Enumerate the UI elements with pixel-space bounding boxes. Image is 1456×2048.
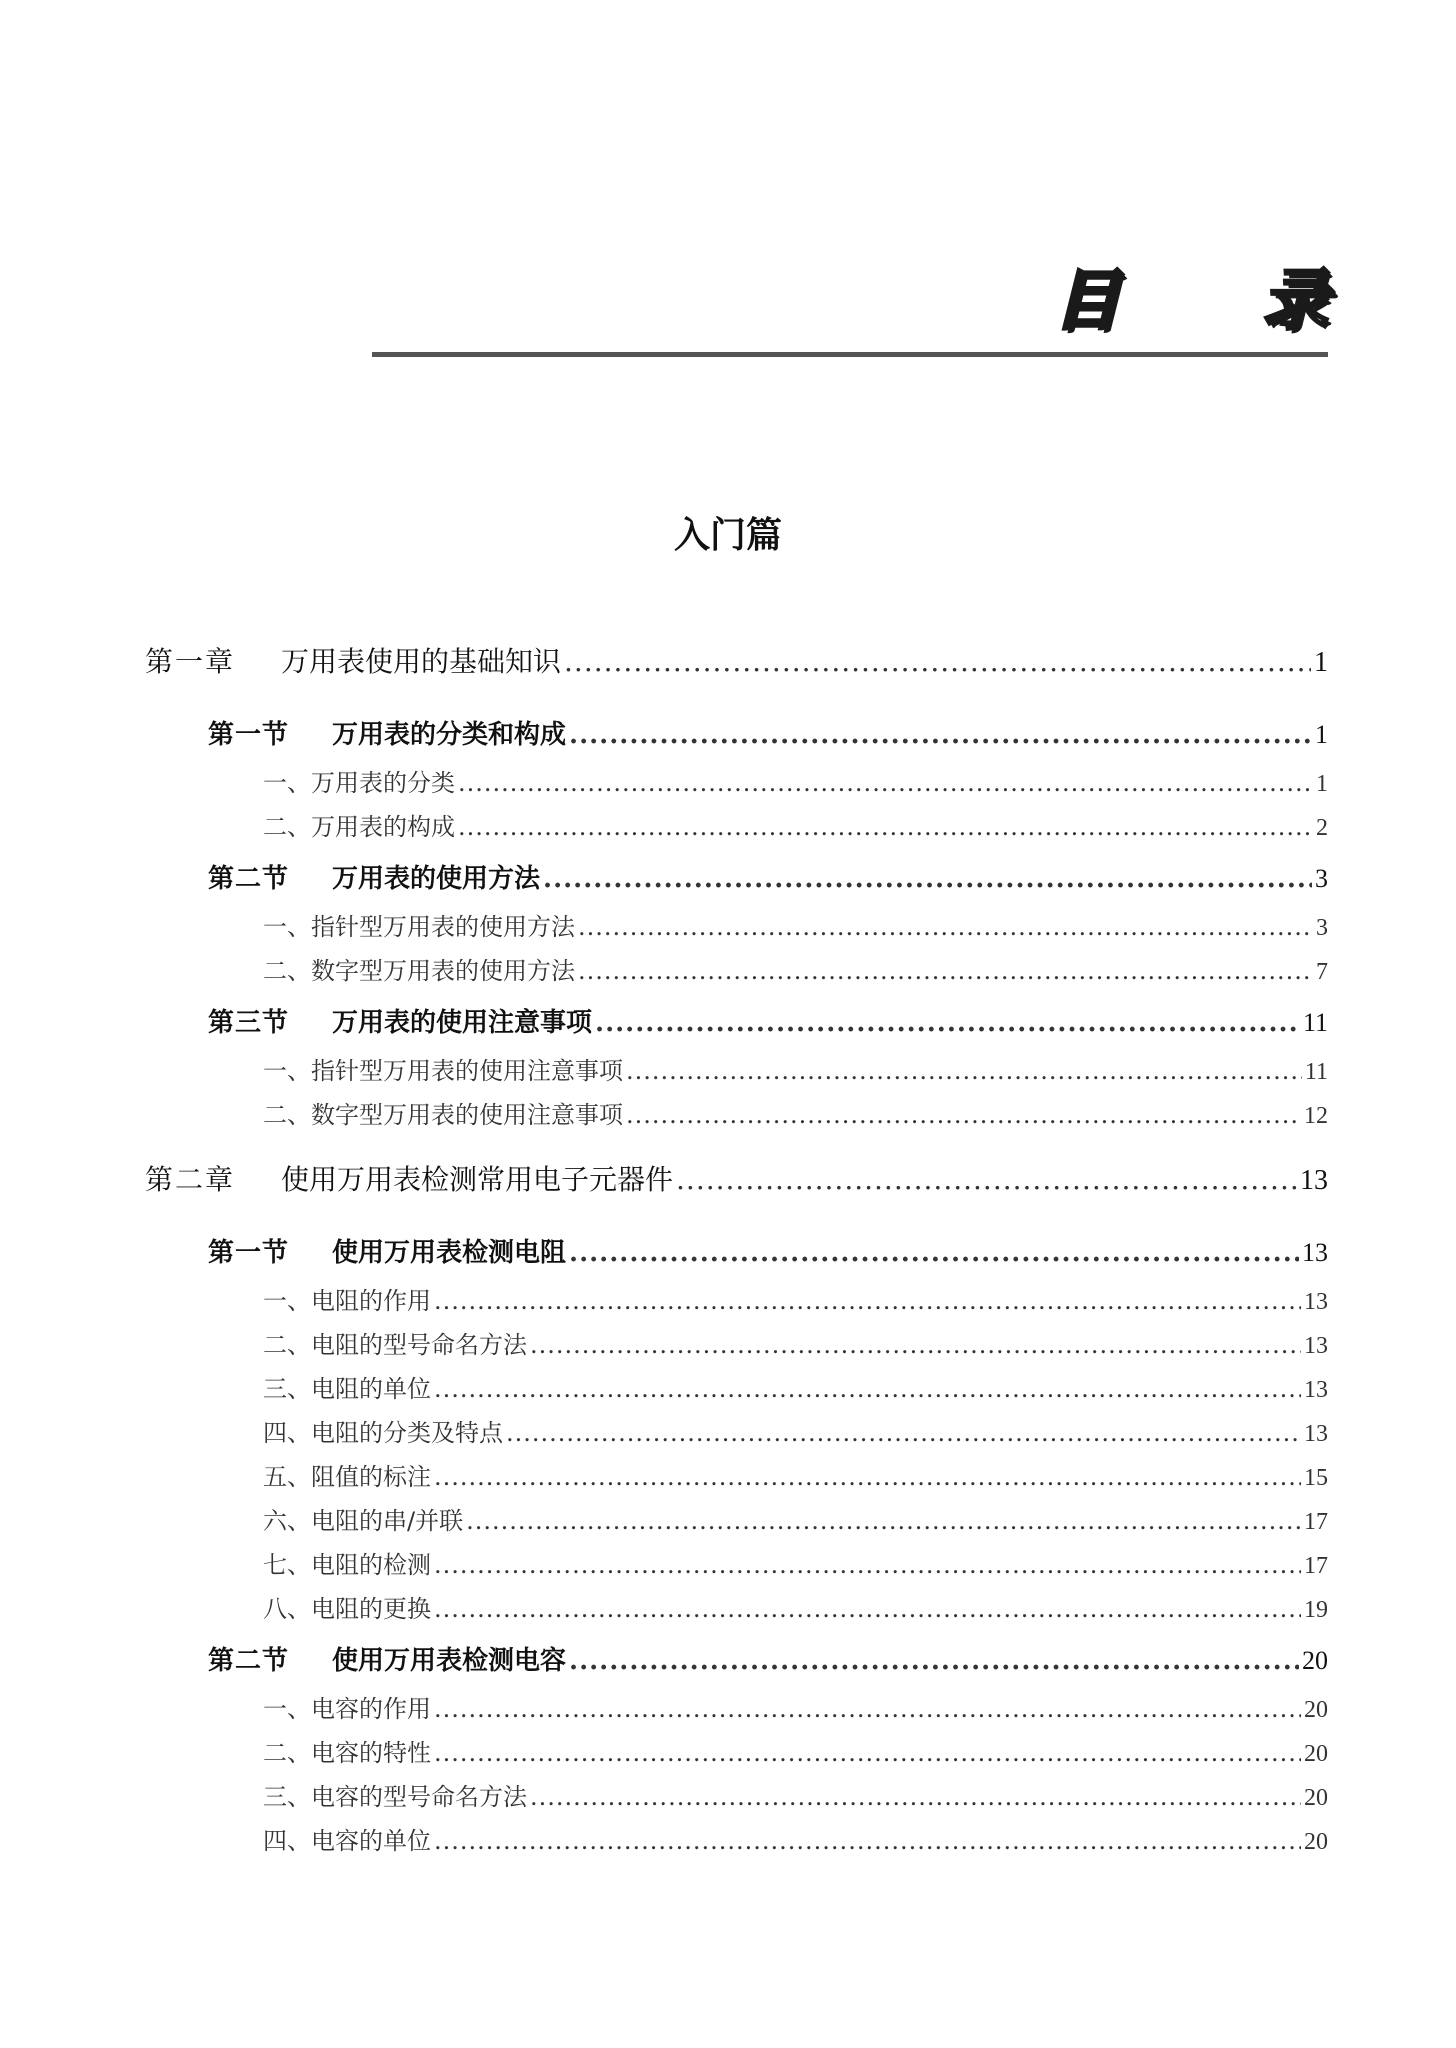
chapter-number: 第一章 (145, 645, 236, 678)
page-number: 20 (1304, 1697, 1328, 1723)
page-number: 13 (1304, 1333, 1328, 1359)
dot-leader (578, 905, 1313, 949)
toc-item[interactable] (145, 1279, 1328, 1323)
chapter-title: 使用万用表检测常用电子元器件 (281, 1163, 674, 1196)
dot-leader (434, 1731, 1301, 1775)
section-title: 万用表的使用注意事项 (332, 1008, 593, 1038)
item-title: 二、电阻的型号命名方法 (263, 1331, 527, 1359)
page-number: 1 (1316, 771, 1328, 797)
dot-leader (434, 1819, 1301, 1863)
page-number: 1 (1315, 720, 1328, 749)
page-number: 2 (1316, 815, 1328, 841)
dot-leader (434, 1279, 1301, 1323)
toc-item[interactable] (145, 1411, 1328, 1455)
dot-leader (434, 1543, 1301, 1587)
title-rule (372, 352, 1328, 357)
toc-item[interactable] (145, 1499, 1328, 1543)
toc-item[interactable] (145, 1323, 1328, 1367)
item-title: 一、电容的作用 (263, 1695, 431, 1723)
item-title: 五、阻值的标注 (263, 1463, 431, 1491)
dot-leader (466, 1499, 1301, 1543)
toc-item[interactable] (145, 1049, 1328, 1093)
dot-leader (569, 709, 1312, 761)
page-number: 12 (1304, 1103, 1328, 1129)
toc-item[interactable] (145, 1819, 1328, 1863)
dot-leader (676, 1151, 1297, 1209)
toc-item[interactable] (145, 1093, 1328, 1137)
section-title: 使用万用表检测电容 (332, 1646, 567, 1676)
item-title: 三、电阻的单位 (263, 1375, 431, 1403)
toc-item[interactable] (145, 1543, 1328, 1587)
section-number: 第三节 (208, 1008, 290, 1038)
toc-item[interactable] (145, 1587, 1328, 1631)
item-title: 二、数字型万用表的使用方法 (263, 957, 575, 985)
page-title: 目 录 (1053, 262, 1388, 339)
item-title: 一、电阻的作用 (263, 1287, 431, 1315)
page-number: 7 (1316, 959, 1328, 985)
toc-item[interactable] (145, 1687, 1328, 1731)
dot-leader (569, 1227, 1299, 1279)
page-number: 13 (1302, 1238, 1328, 1267)
toc-item[interactable] (145, 905, 1328, 949)
dot-leader (543, 853, 1312, 905)
item-title: 二、电容的特性 (263, 1739, 431, 1767)
page-number: 20 (1304, 1785, 1328, 1811)
toc-section[interactable] (145, 853, 1328, 905)
page-number: 19 (1304, 1597, 1328, 1623)
item-title: 三、电容的型号命名方法 (263, 1783, 527, 1811)
section-title: 万用表的分类和构成 (332, 720, 567, 750)
page-number: 1 (1314, 647, 1328, 678)
page-number: 17 (1304, 1553, 1328, 1579)
toc-item[interactable] (145, 949, 1328, 993)
item-title: 六、电阻的串/并联 (263, 1507, 464, 1535)
item-title: 二、数字型万用表的使用注意事项 (263, 1101, 623, 1129)
page-number: 13 (1304, 1377, 1328, 1403)
item-title: 一、指针型万用表的使用注意事项 (263, 1057, 623, 1085)
dot-leader (458, 761, 1313, 805)
dot-leader (578, 949, 1313, 993)
section-title: 万用表的使用方法 (332, 864, 541, 894)
section-number: 第一节 (208, 720, 290, 750)
dot-leader (530, 1775, 1301, 1819)
section-title: 使用万用表检测电阻 (332, 1238, 567, 1268)
toc-section[interactable] (145, 1635, 1328, 1687)
dot-leader (626, 1093, 1301, 1137)
dot-leader (506, 1411, 1301, 1455)
page-number: 13 (1304, 1421, 1328, 1447)
toc-item[interactable] (145, 805, 1328, 849)
dot-leader (595, 997, 1300, 1049)
dot-leader (458, 805, 1313, 849)
page-number: 3 (1316, 915, 1328, 941)
dot-leader (434, 1687, 1301, 1731)
dot-leader (564, 633, 1311, 691)
toc-section[interactable] (145, 709, 1328, 761)
dot-leader (434, 1455, 1301, 1499)
chapter-number: 第二章 (145, 1163, 236, 1196)
toc-chapter[interactable] (145, 633, 1328, 691)
page-number: 17 (1304, 1509, 1328, 1535)
item-title: 四、电容的单位 (263, 1827, 431, 1855)
toc-chapter[interactable] (145, 1151, 1328, 1209)
page-number: 11 (1302, 1008, 1328, 1037)
item-title: 八、电阻的更换 (263, 1595, 431, 1623)
section-number: 第二节 (208, 864, 290, 894)
page-number: 15 (1304, 1465, 1328, 1491)
chapter-title: 万用表使用的基础知识 (281, 645, 562, 678)
section-number: 第二节 (208, 1646, 290, 1676)
page-number: 11 (1304, 1059, 1328, 1085)
page-number: 20 (1304, 1829, 1328, 1855)
toc-section[interactable] (145, 997, 1328, 1049)
toc-item[interactable] (145, 1775, 1328, 1819)
table-of-contents (145, 633, 1328, 1863)
page-number: 20 (1304, 1741, 1328, 1767)
toc-item[interactable] (145, 761, 1328, 805)
page-number: 13 (1304, 1289, 1328, 1315)
page-number: 3 (1315, 864, 1328, 893)
item-title: 一、万用表的分类 (263, 769, 455, 797)
toc-item[interactable] (145, 1731, 1328, 1775)
dot-leader (626, 1049, 1302, 1093)
item-title: 七、电阻的检测 (263, 1551, 431, 1579)
part-title: 入门篇 (673, 515, 782, 556)
page-number: 13 (1300, 1165, 1328, 1196)
dot-leader (434, 1367, 1301, 1411)
dot-leader (434, 1587, 1301, 1631)
item-title: 四、电阻的分类及特点 (263, 1419, 503, 1447)
dot-leader (569, 1635, 1299, 1687)
page-number: 20 (1302, 1646, 1328, 1675)
section-number: 第一节 (208, 1238, 290, 1268)
item-title: 二、万用表的构成 (263, 813, 455, 841)
dot-leader (530, 1323, 1301, 1367)
toc-item[interactable] (145, 1455, 1328, 1499)
toc-item[interactable] (145, 1367, 1328, 1411)
toc-section[interactable] (145, 1227, 1328, 1279)
item-title: 一、指针型万用表的使用方法 (263, 913, 575, 941)
